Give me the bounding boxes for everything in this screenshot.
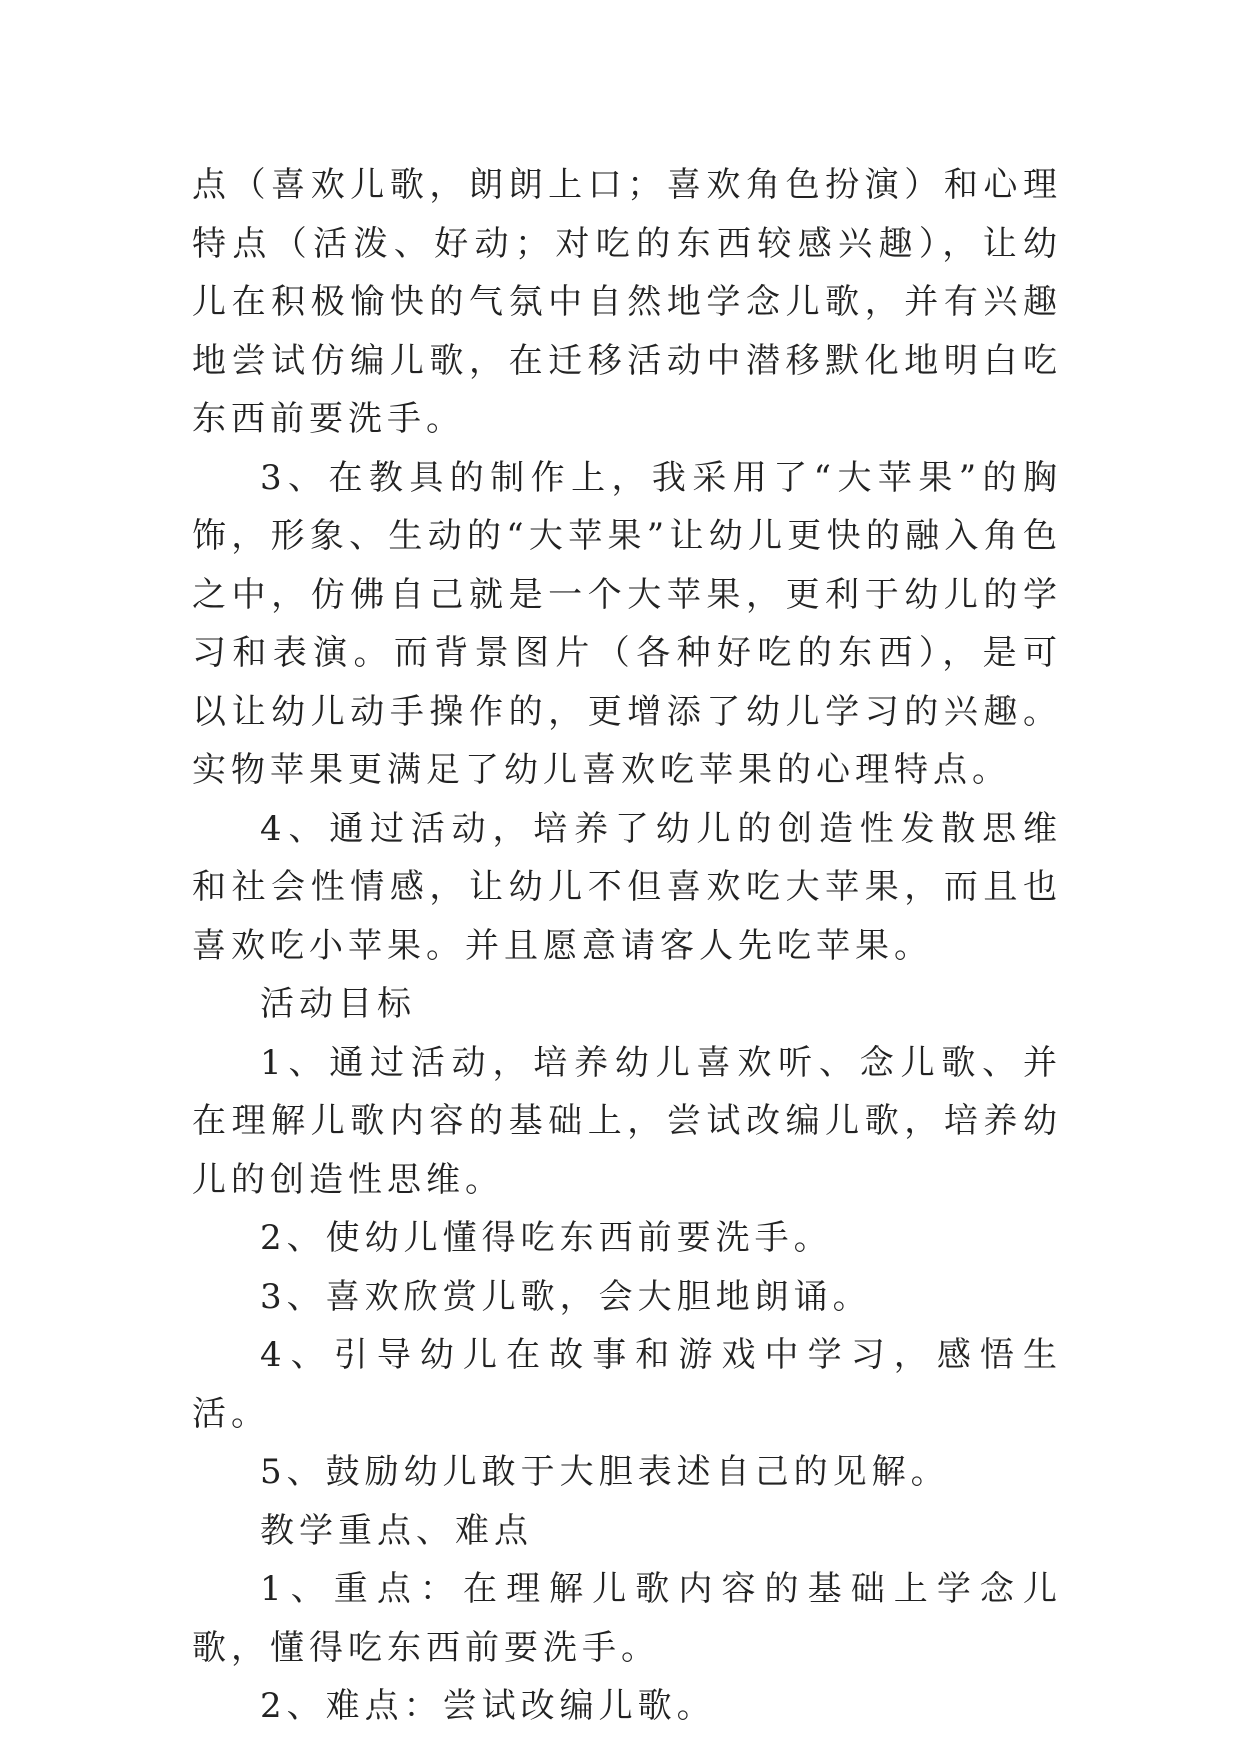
paragraph-social-emotion: 4、通过活动，培养了幼儿的创造性发散思维和社会性情感，让幼儿不但喜欢吃大苹果，而且也喜欢吃小苹果。并且愿意请客人先吃苹果。 — [192, 808, 1062, 966]
key-point-item-2: 2、难点：尝试改编儿歌。 — [260, 1686, 716, 1726]
goal-item-3: 3、喜欢欣赏儿歌，会大胆地朗诵。 — [260, 1276, 872, 1317]
key-point-item-1: 1、重点：在理解儿歌内容的基础上学念儿歌，懂得吃东西前要洗手。 — [192, 1569, 1062, 1668]
paragraph-teaching-aids: 3、在教具的制作上，我采用了“大苹果”的胸饰，形象、生动的“大苹果”让幼儿更快的融入角色之中，仿佛自己就是一个大苹果，更利于幼儿的学习和表演。而背景图片（各种好吃的东西），是可以让幼儿动手操作的，更增添了幼儿学习的兴趣。实物苹果更满足了幼儿喜欢吃苹果的心理特点。 — [192, 457, 1062, 790]
goal-item-4: 4、引导幼儿在故事和游戏中学习，感悟生活。 — [192, 1335, 1062, 1434]
goal-item-1: 1、通过活动，培养幼儿喜欢听、念儿歌、并在理解儿歌内容的基础上，尝试改编儿歌，培养幼儿的创造性思维。 — [192, 1042, 1062, 1200]
paragraph-continuation: 点（喜欢儿歌，朗朗上口；喜欢角色扮演）和心理特点（活泼、好动；对吃的东西较感兴趣），让幼儿在积极愉快的气氛中自然地学念儿歌，并有兴趣地尝试仿编儿歌，在迁移活动中潜移默化地明白吃东西前要洗手。 — [192, 165, 1062, 439]
heading-activity-goals: 活动目标 — [260, 984, 416, 1024]
document-body — [192, 156, 1062, 1736]
goal-item-5: 5、鼓励幼儿敢于大胆表述自己的见解。 — [260, 1452, 950, 1492]
heading-key-points: 教学重点、难点 — [260, 1510, 533, 1551]
goal-item-2: 2、使幼儿懂得吃东西前要洗手。 — [260, 1218, 833, 1258]
